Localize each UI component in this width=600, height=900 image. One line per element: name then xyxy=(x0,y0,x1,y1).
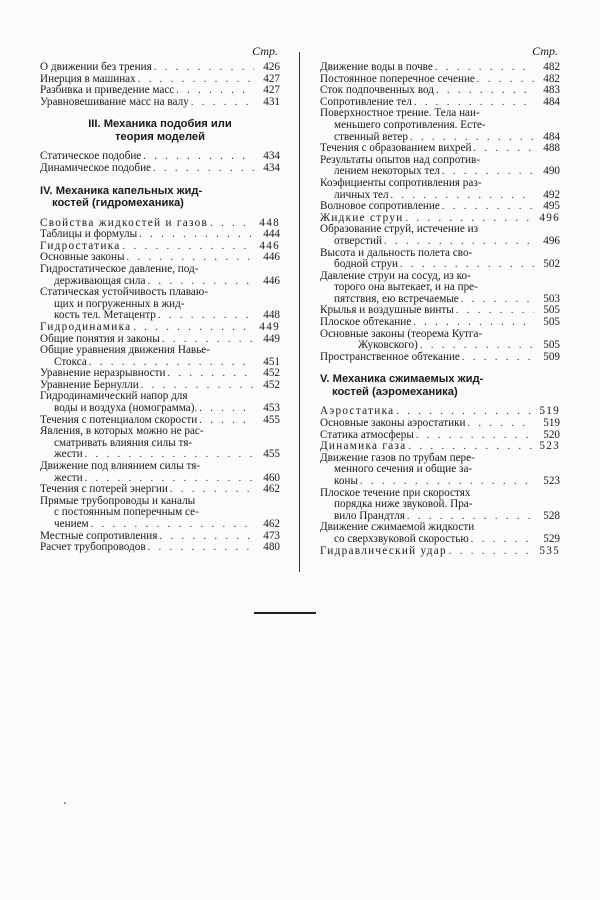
toc-entry: Результаты опытов над сопротив- лением некоторых тел . . . 490 xyxy=(320,155,560,178)
toc-entry: Давление струи на сосуд, из ко- торого она вытекает, и на пре- пятствия, ею встречаемые . . . 503 xyxy=(320,271,560,306)
end-rule xyxy=(254,612,316,614)
section-heading: III. Механика подобия или теория моделей xyxy=(88,118,232,143)
toc-entry: Явления, в которых можно не рас- сматривать влияния силы тя- жести . . . 455 xyxy=(40,426,280,461)
toc-entry: Уравнение неразрывности . . . 452 xyxy=(40,368,280,380)
toc-entry: Статическая устойчивость плаваю- щих и погруженных в жид- кость тел. Метацентр . . . 448 xyxy=(40,287,280,322)
toc-entry: Статическое подобие . . . 434 xyxy=(40,151,280,163)
toc-entry: Статика атмосферы . . . 520 xyxy=(320,430,560,442)
toc-entry: Свойства жидкостей и газов . . . 448 xyxy=(40,218,280,230)
toc-entry: Образование струй, истечение из отверстий . . . 496 xyxy=(320,224,560,247)
toc-entry: Гидростатическое давление, под- держивающая сила . . . 446 xyxy=(40,264,280,287)
toc-entry: Аэростатика . . . 519 xyxy=(320,406,560,418)
toc-entry: Расчет трубопроводов . . . 480 xyxy=(40,542,280,554)
toc-entry: Поверхностное трение. Тела наи- меньшего сопротивления. Есте- ственный ветер . . . 484 xyxy=(320,108,560,143)
toc-entry: Сопротивление тел . . . 484 xyxy=(320,97,560,109)
toc-entry: Движение под влиянием силы тя- жести . . . 460 xyxy=(40,461,280,484)
toc-entry: Основные законы аэростатики . . . 519 xyxy=(320,418,560,430)
toc-left-column xyxy=(40,44,280,554)
toc-entry: Общие понятия и законы . . . 449 xyxy=(40,334,280,346)
toc-entry: Общие уравнения движения Навье- Стокса . . . 451 xyxy=(40,345,280,368)
toc-entry: Крылья и воздушные винты . . . 505 xyxy=(320,305,560,317)
page-column-header: Стр. xyxy=(532,44,558,58)
toc-entry: Гидравлический удар . . . 535 xyxy=(320,546,560,558)
toc-entry: Динамика газа . . . 523 xyxy=(320,441,560,453)
toc-entry: Уравнение Бернулли . . . 452 xyxy=(40,380,280,392)
toc-entry: Гидродинамика . . . 449 xyxy=(40,322,280,334)
column-divider xyxy=(299,52,300,572)
section-heading: V. Механика сжимаемых жид- костей (аэромеханика) xyxy=(320,373,484,398)
toc-entry: Жидкие струи . . . 496 xyxy=(320,213,560,225)
toc-entry: Плоское течение при скоростях порядка ниже звуковой. Пра- вило Прандтля . . . 528 xyxy=(320,488,560,523)
toc-entry: Основные законы (теорема Кутга- Жуковского) . . . 505 xyxy=(320,329,560,352)
toc-entry: Инерция в машинах . . . 427 xyxy=(40,74,280,86)
toc-entry: Плоское обтекание . . . 505 xyxy=(320,317,560,329)
toc-entry: Пространственное обтекание . . . 509 xyxy=(320,352,560,364)
toc-entry: Местные сопротивления . . . 473 xyxy=(40,531,280,543)
toc-entry: Течения с образованием вихрей . . . 488 xyxy=(320,143,560,155)
section-heading: IV. Механика капельных жид- костей (гидромеханика) xyxy=(40,184,203,210)
toc-entry: Движение воды в почве . . . 482 xyxy=(320,62,560,74)
toc-entry: Высота и дальность полета сво- бодной струи . . . 502 xyxy=(320,248,560,271)
toc-entry: Течения с потенциалом скорости . . . 455 xyxy=(40,415,280,427)
toc-entry: Движение газов по трубам пере- менного сечения и общие за- коны . . . 523 xyxy=(320,453,560,488)
toc-entry: Постоянное поперечное сечение . . . 482 xyxy=(320,74,560,86)
toc-right-column xyxy=(320,44,560,557)
toc-entry: Коэфициенты сопротивления раз- личных тел . . . 492 xyxy=(320,178,560,201)
toc-entry: Таблицы и формулы . . . 444 xyxy=(40,229,280,241)
toc-entry: Течения с потерей энергии . . . 462 xyxy=(40,484,280,496)
page-column-header: Стр. xyxy=(252,44,278,58)
toc-entry: Волновое сопротивление . . . 495 xyxy=(320,201,560,213)
toc-entry: Движение сжимаемой жидкости со сверхзвуковой скоростью . . . 529 xyxy=(320,522,560,545)
toc-entry: Гидростатика . . . 446 xyxy=(40,241,280,253)
toc-entry: Динамическое подобие . . . 434 xyxy=(40,163,280,175)
toc-entry: Прямые трубопроводы и каналы с постоянным поперечным се- чением . . . 462 xyxy=(40,496,280,531)
toc-entry: Разбивка и приведение масс . . . 427 xyxy=(40,85,280,97)
toc-entry: Уравновешивание масс на валу . . . 431 xyxy=(40,97,280,109)
toc-entry: Сток подпочвенных вод . . . 483 xyxy=(320,85,560,97)
print-speck xyxy=(64,802,66,804)
toc-entry: О движении без трения . . . 426 xyxy=(40,62,280,74)
toc-entry: Гидродинамический напор для воды и воздуха (номограмма). . . . 453 xyxy=(40,391,280,414)
toc-entry: Основные законы . . . 446 xyxy=(40,252,280,264)
